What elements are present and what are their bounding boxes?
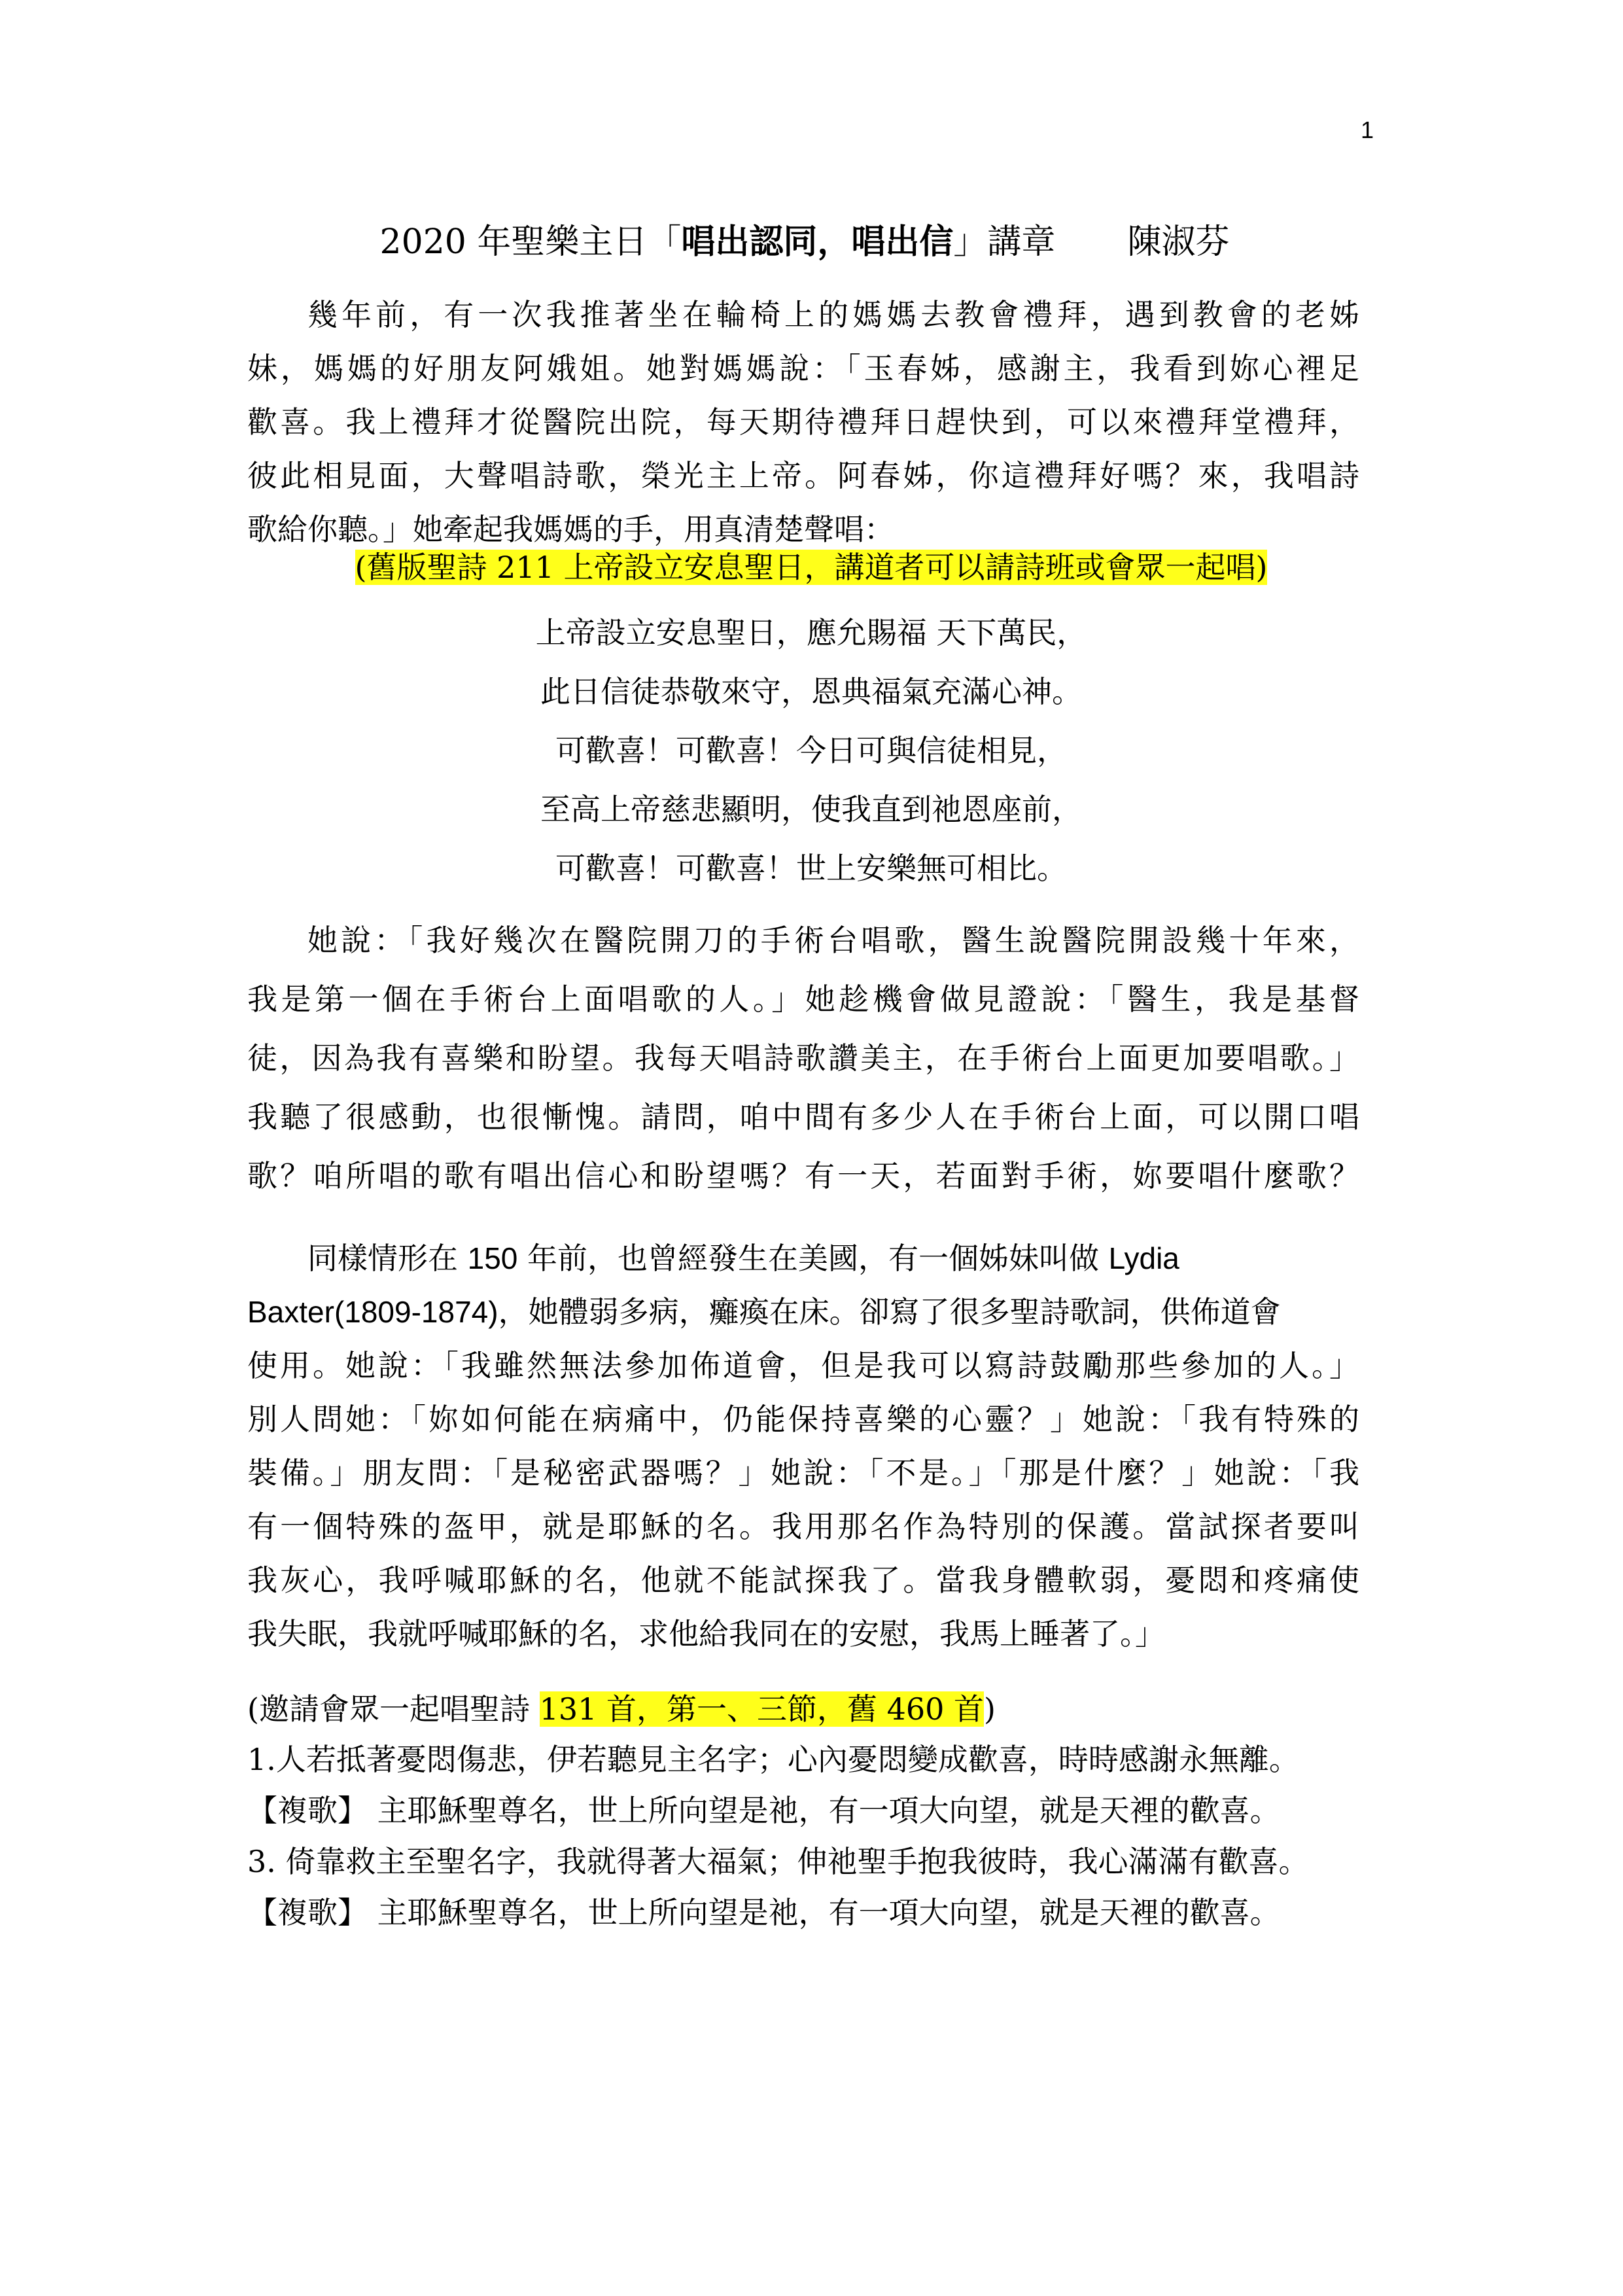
title-suffix: 」講章 [953,222,1056,262]
paragraph-1 [247,288,1359,556]
paragraph-line: 我是第一個在手術台上面唱歌的人。」她趁機會做見證說：「醫生，我是基督 [247,981,1359,1017]
text-run: 150 [467,1241,518,1275]
verse-line: 1.人若抵著憂悶傷悲，伊若聽見主名字；心內憂悶變成歡喜，時時感謝永無離。 [247,1742,1299,1777]
paragraph-line: 彼此相見面，大聲唱詩歌，榮光主上帝。阿春姊，你這禮拜好嗎？來，我唱詩 [247,458,1359,493]
text-run: 年前，也曾經發生在美國，有一個姊妹叫做 [517,1241,1109,1276]
lyric-line: 至高上帝慈悲顯明，使我直到祂恩座前， [540,792,1082,827]
title-bold: 唱出認同，唱出信 [681,222,954,262]
text-run: ，她體弱多病，癱瘓在床。卻寫了很多聖詩歌詞，供佈道會 [498,1294,1281,1330]
paragraph-3 [247,1231,1359,1661]
paragraph-line: 徒，因為我有喜樂和盼望。我每天唱詩歌讚美主，在手術台上面更加要唱歌。」 [247,1040,1359,1076]
paragraph-2 [247,911,1359,1205]
page-number: 1 [1361,116,1374,143]
paragraph-line: 別人問她：「妳如何能在病痛中，仍能保持喜樂的心靈？」她說：「我有特殊的 [247,1402,1359,1437]
lyric-line: 上帝設立安息聖日，應允賜福 天下萬民， [535,615,1087,650]
paragraph-line [247,1285,1359,1339]
paragraph-line: 歌給你聽。」她牽起我媽媽的手，用真清楚聲唱： [247,512,894,547]
hymn-131-highlight: 131 首，第一、三節，舊 460 首 [539,1691,985,1727]
paragraph-line: 歡喜。我上禮拜才從醫院出院，每天期待禮拜日趕快到，可以來禮拜堂禮拜， [247,404,1359,440]
paragraph-line: 歌？咱所唱的歌有唱出信心和盼望嗎？有一天，若面對手術，妳要唱什麼歌？ [247,1158,1359,1193]
paragraph-line: 她說：「我好幾次在醫院開刀的手術台唱歌，醫生說醫院開設幾十年來， [307,923,1359,958]
hymn-131-invite [247,1684,996,1734]
hymn-211-lyrics [419,603,1204,898]
hymn-131-verses [247,1734,1359,1938]
paragraph-line: 使用。她說：「我雖然無法參加佈道會，但是我可以寫詩鼓勵那些參加的人。」 [247,1348,1359,1383]
paragraph-line: 妹，媽媽的好朋友阿娥姐。她對媽媽說：「玉春姊，感謝主，我看到妳心裡足 [247,351,1359,386]
title-prefix: 2020 年聖樂主日「 [379,222,682,262]
text-run: Lydia [1108,1241,1179,1275]
paragraph-line: 我灰心，我呼喊耶穌的名，他就不能試探我了。當我身體軟弱，憂悶和疼痛使 [247,1563,1359,1598]
paragraph-line: 裝備。」朋友問：「是秘密武器嗎？」她說：「不是。」「那是什麼？」她說：「我 [247,1455,1359,1491]
verse-line: 【複歌】 主耶穌聖尊名，世上所向望是祂，有一項大向望，就是天裡的歡喜。 [247,1895,1280,1930]
paragraph-line [247,1231,1359,1285]
hymn-211-note-highlight: (舊版聖詩 211 上帝設立安息聖日，講道者可以請詩班或會眾一起唱) [355,550,1268,585]
paragraph-line: 我失眠，我就呼喊耶穌的名，求他給我同在的安慰，我馬上睡著了。」 [247,1616,1165,1651]
text-run: ) [984,1691,996,1727]
text-run: Baxter(1809-1874) [247,1295,498,1329]
paragraph-line: 有一個特殊的盔甲，就是耶穌的名。我用那名作為特別的保護。當試探者要叫 [247,1509,1359,1544]
text-run: 同樣情形在 [307,1241,468,1276]
lyric-line: 此日信徒恭敬來守，恩典福氣充滿心神。 [540,674,1082,709]
title-author: 陳淑芬 [1127,222,1230,262]
page-title [242,216,1367,268]
hymn-211-note [314,540,1308,594]
lyric-line: 可歡喜！可歡喜！今日可與信徒相見， [555,733,1067,768]
paragraph-line: 幾年前，有一次我推著坐在輪椅上的媽媽去教會禮拜，遇到教會的老姊 [307,297,1359,332]
paragraph-line: 我聽了很感動，也很慚愧。請問，咱中間有多少人在手術台上面，可以開口唱 [247,1099,1359,1135]
verse-line: 【複歌】 主耶穌聖尊名，世上所向望是祂，有一項大向望，就是天裡的歡喜。 [247,1793,1280,1828]
verse-line: 3. 倚靠救主至聖名字，我就得著大福氣；伸祂聖手抱我彼時，我心滿滿有歡喜。 [247,1844,1309,1879]
lyric-line: 可歡喜！可歡喜！世上安樂無可相比。 [555,851,1067,886]
text-run: (邀請會眾一起唱聖詩 [247,1691,540,1727]
